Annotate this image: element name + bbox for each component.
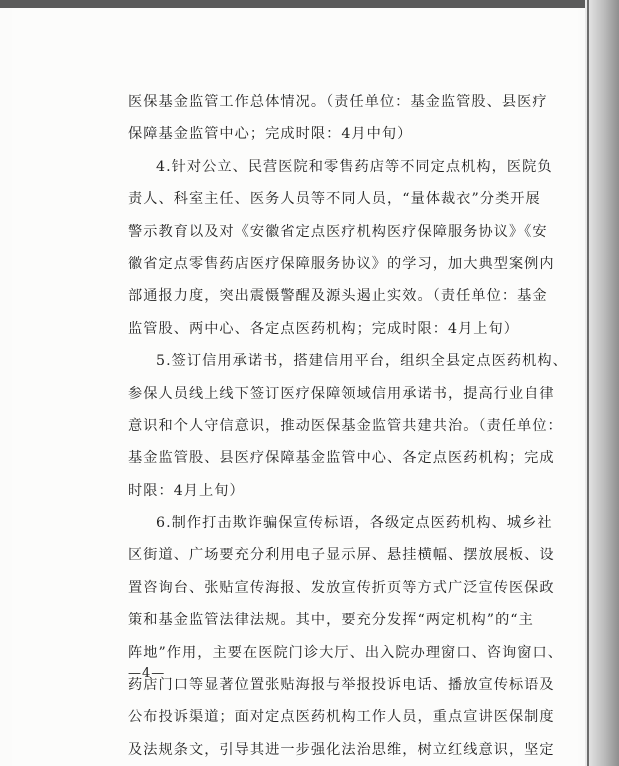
text-line: 保障基金监管中心；完成时限：4月中旬） bbox=[128, 126, 413, 143]
text-line: 部通报力度，突出震慑警醒及源头遏止实效。（责任单位：基金 bbox=[128, 288, 548, 305]
text-line: 药店门口等显著位置张贴海报与举报投诉电话、播放宣传标语及 bbox=[128, 677, 555, 694]
text-line: 阵地”作用，主要在医院门诊大厅、出入院办理窗口、咨询窗口、 bbox=[128, 644, 563, 661]
text-line: 区街道、广场要充分利用电子显示屏、悬挂横幅、摆放展板、设 bbox=[128, 547, 555, 564]
text-line: 公布投诉渠道；面对定点医药机构工作人员，重点宣讲医保制度 bbox=[128, 709, 555, 726]
scan-top-edge bbox=[0, 0, 619, 8]
text-line: 监管股、两中心、各定点医药机构；完成时限：4月上旬） bbox=[128, 320, 520, 337]
text-line: 5.签订信用承诺书，搭建信用平台，组织全县定点医药机构、 bbox=[156, 353, 568, 370]
text-line: 时限：4月上旬） bbox=[128, 482, 245, 499]
binding-edge-line bbox=[587, 0, 589, 766]
text-line: 警示教育以及对《安徽省定点医疗机构医疗保障服务协议》《安 bbox=[128, 223, 548, 240]
text-line: 4.针对公立、民营医院和零售药店等不同定点机构，医院负 bbox=[156, 158, 553, 175]
document-body bbox=[128, 86, 568, 766]
text-line: 徽省定点零售药店医疗保障服务协议》的学习，加大典型案例内 bbox=[128, 255, 555, 272]
text-line: 及法规条文，引导其进一步强化法治思维，树立红线意识，坚定 bbox=[128, 741, 555, 758]
text-line: 医保基金监管工作总体情况。（责任单位：基金监管股、县医疗 bbox=[128, 94, 548, 110]
text-line: 策和基金监管法律法规。其中，要充分发挥“两定机构”的“主 bbox=[128, 612, 534, 629]
page-number: —4— bbox=[128, 666, 166, 681]
text-line: 6.制作打击欺诈骗保宣传标语，各级定点医药机构、城乡社 bbox=[156, 515, 553, 532]
binding-shadow bbox=[585, 0, 619, 766]
text-line: 置咨询台、张贴宣传海报、发放宣传折页等方式广泛宣传医保政 bbox=[128, 579, 555, 596]
text-line: 基金监管股、县医疗保障基金监管中心、各定点医药机构；完成 bbox=[128, 450, 555, 467]
text-line: 参保人员线上线下签订医疗保障领域信用承诺书，提高行业自律 bbox=[128, 385, 555, 402]
text-line: 责人、科室主任、医务人员等不同人员，“量体裁衣”分类开展 bbox=[128, 191, 541, 208]
text-line: 意识和个人守信意识，推动医保基金监管共建共治。（责任单位： bbox=[128, 417, 563, 434]
